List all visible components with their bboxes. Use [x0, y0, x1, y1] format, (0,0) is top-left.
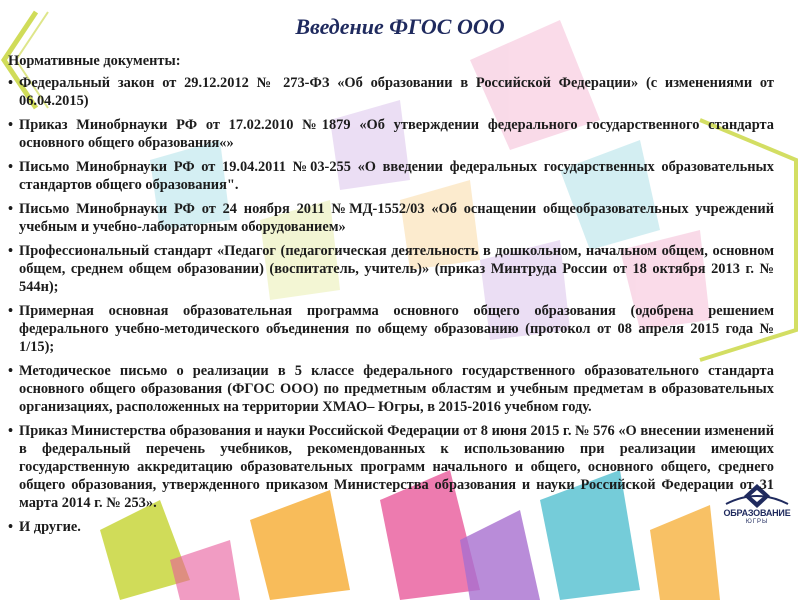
list-item: • Приказ Министерства образования и науки Российской Федерации от 8 июня 2015 г. № 576 «О внесении изменений в федеральный перечень учебников, рекомендованных к использованию при реализации имеющих государственную аккредитацию образовательных программ начального и общего, основного общего, среднего общего образования, утвержденного приказом Министерства образования и науки Российской Федерации от 31 марта 2014 г. № 253».: [8, 422, 774, 512]
list-item: • Примерная основная образовательная программа основного общего образования (одобрена решением федерального учебно-методического объединения по общему образованию (протокол от 08 апреля 2015 года № 1/15);: [8, 302, 774, 356]
list-item: • И другие.: [8, 518, 774, 536]
slide-title: Введение ФГОС ООО: [295, 14, 505, 39]
list-item: • Федеральный закон от 29.12.2012 № 273-ФЗ «Об образовании в Российской Федерации» (с изменениями от 06.04.2015): [8, 74, 774, 110]
logo-text: ОБРАЗОВАНИЕ: [723, 508, 791, 518]
list-item: • Письмо Минобрнауки РФ от 24 ноября 2011 №МД-1552/03 «Об оснащении общеобразовательных учреждений учебным и учебно-лабораторным оборудованием»: [8, 200, 774, 236]
slide-content: [8, 52, 774, 542]
documents-list: [8, 74, 774, 536]
list-item: • Письмо Минобрнауки РФ от 19.04.2011 №03-255 «О введении федеральных государственных образовательных стандартов общего образования".: [8, 158, 774, 194]
list-item: • Профессиональный стандарт «Педагог (педагогическая деятельность в дошкольном, начальном общем, основном общем, среднем общем образовании) (воспитатель, учитель)» (приказ Минтруда России от 18 октября 2013 г. № 544н);: [8, 242, 774, 296]
list-item: • Методическое письмо о реализации в 5 классе федерального государственного образовательного стандарта основного общего образования (ФГОС ООО) по предметным областям и учебным предметам в образовательных организациях, расположенных на территории ХМАО– Югры, в 2015-2016 учебном году.: [8, 362, 774, 416]
documents-heading: Нормативные документы:: [8, 53, 181, 69]
list-item: • Приказ Минобрнауки РФ от 17.02.2010 №1879 «Об утверждении федерального государственного стандарта основного общего образования«»: [8, 116, 774, 152]
logo-subtext: ЮГРЫ: [745, 519, 769, 525]
